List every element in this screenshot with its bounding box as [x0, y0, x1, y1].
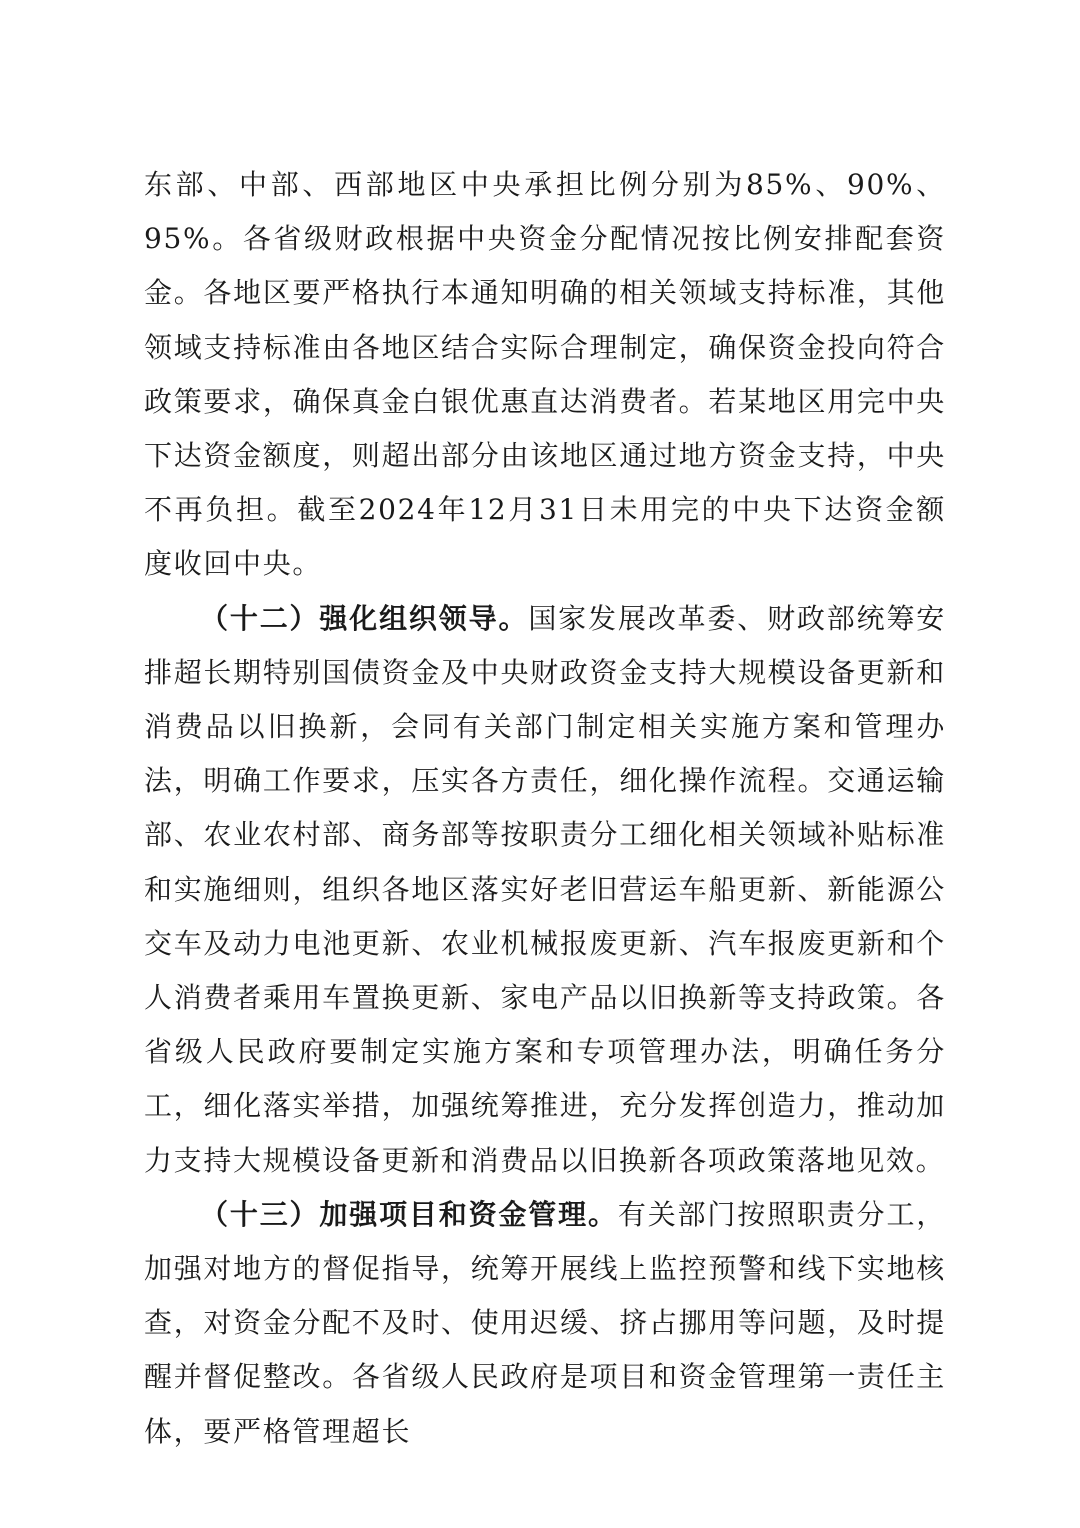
section-heading-13: （十三）加强项目和资金管理。: [200, 1197, 618, 1231]
paragraph-section-12: [144, 592, 946, 1188]
section-heading-12: （十二）强化组织领导。: [200, 601, 529, 635]
paragraph-continuation: [144, 158, 946, 592]
paragraph-section-13: [144, 1188, 946, 1459]
paragraph-text: 国家发展改革委、财政部统筹安排超长期特别国债资金及中央财政资金支持大规模设备更新和消费品以旧换新，会同有关部门制定相关实施方案和管理办法，明确工作要求，压实各方责任，细化操作流程。交通运输部、农业农村部、商务部等按职责分工细化相关领域补贴标准和实施细则，组织各地区落实好老旧营运车船更新、新能源公交车及动力电池更新、农业机械报废更新、汽车报废更新和个人消费者乘用车置换更新、家电产品以旧换新等支持政策。各省级人民政府要制定实施方案和专项管理办法，明确任务分工，细化落实举措，加强统筹推进，充分发挥创造力，推动加力支持大规模设备更新和消费品以旧换新各项政策落地见效。: [144, 601, 946, 1177]
body-text: [144, 158, 946, 1459]
paragraph-text: 东部、中部、西部地区中央承担比例分别为85%、90%、95%。各省级财政根据中央资金分配情况按比例安排配套资金。各地区要严格执行本通知明确的相关领域支持标准，其他领域支持标准由各地区结合实际合理制定，确保资金投向符合政策要求，确保真金白银优惠直达消费者。若某地区用完中央下达资金额度，则超出部分由该地区通过地方资金支持，中央不再负担。截至2024年12月31日未用完的中央下达资金额度收回中央。: [144, 168, 946, 581]
paragraph-text: 有关部门按照职责分工，加强对地方的督促指导，统筹开展线上监控预警和线下实地核查，对资金分配不及时、使用迟缓、挤占挪用等问题，及时提醒并督促整改。各省级人民政府是项目和资金管理第一责任主体，要严格管理超长: [144, 1197, 947, 1448]
